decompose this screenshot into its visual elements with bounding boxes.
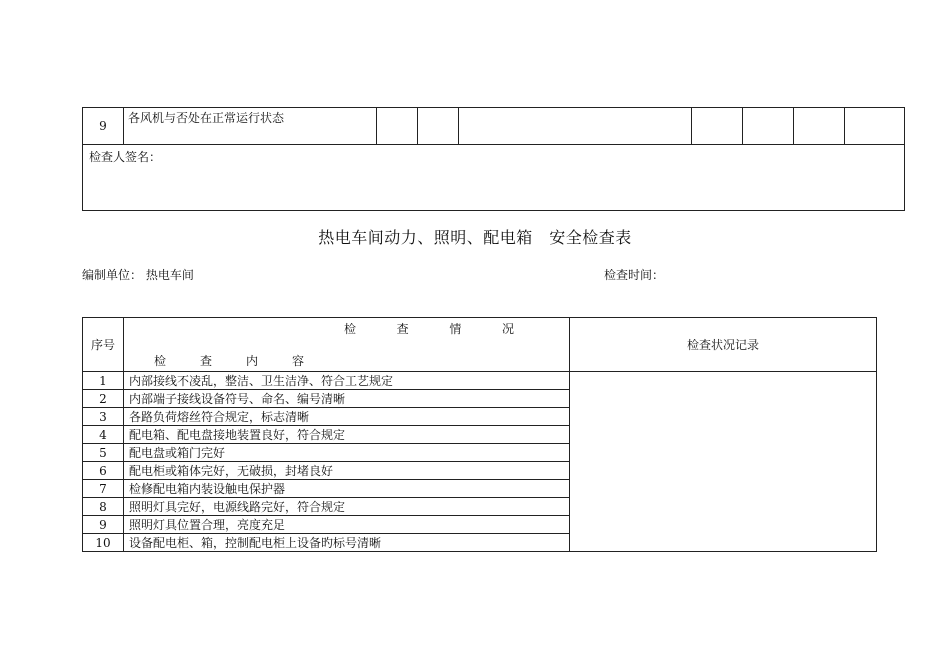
header-char: 检 (154, 354, 167, 368)
row-content: 配电箱、配电盘接地装置良好，符合规定 (124, 426, 570, 444)
row-content: 配电柜或箱体完好，无破损，封堵良好 (124, 462, 570, 480)
table-row (83, 108, 905, 145)
page-title: 热电车间动力、照明、配电箱 安全检查表 (318, 228, 632, 247)
empty-cell (794, 108, 845, 145)
row-number: 1 (83, 372, 124, 390)
empty-cell (377, 108, 418, 145)
row-number: 9 (83, 516, 124, 534)
row-content: 配电盘或箱门完好 (124, 444, 570, 462)
time-label: 检查时间： (604, 268, 665, 282)
row-number: 7 (83, 480, 124, 498)
row-number: 10 (83, 534, 124, 552)
header-char: 内 (245, 354, 258, 368)
table-header (83, 318, 877, 372)
header-char: 情 (449, 322, 462, 336)
row-number: 6 (83, 462, 124, 480)
status-header-text (344, 320, 514, 337)
content-header (124, 318, 570, 372)
previous-checklist-table (82, 107, 905, 211)
row-content: 设备配电柜、箱，控制配电柜上设备旳标号清晰 (124, 534, 570, 552)
signature-label: 检查人签名： (83, 145, 905, 211)
row-number: 2 (83, 390, 124, 408)
row-content: 各路负荷熔丝符合规定，标志清晰 (124, 408, 570, 426)
row-content: 内部端子接线设备符号、命名、编号清晰 (124, 390, 570, 408)
empty-cell (692, 108, 743, 145)
table-row (83, 372, 877, 390)
header-char: 查 (396, 322, 409, 336)
empty-cell (845, 108, 905, 145)
row-content: 各风机与否处在正常运行状态 (124, 108, 377, 145)
row-content: 照明灯具位置合理，亮度充足 (124, 516, 570, 534)
unit-label: 编制单位： (82, 268, 143, 282)
row-content: 照明灯具完好，电源线路完好，符合规定 (124, 498, 570, 516)
empty-cell (418, 108, 459, 145)
row-number: 8 (83, 498, 124, 516)
row-number: 4 (83, 426, 124, 444)
unit-info (82, 266, 194, 283)
empty-cell (743, 108, 794, 145)
header-char: 况 (501, 322, 514, 336)
record-cell[interactable] (570, 372, 877, 552)
empty-cell (459, 108, 692, 145)
header-char: 容 (291, 354, 304, 368)
row-content: 检修配电箱内装设触电保护器 (124, 480, 570, 498)
header-char: 检 (344, 322, 357, 336)
seq-header: 序号 (83, 318, 124, 372)
row-number: 3 (83, 408, 124, 426)
content-header-text (154, 352, 304, 369)
unit-value: 热电车间 (145, 268, 194, 282)
row-content: 内部接线不凌乱，整洁、卫生洁净、符合工艺规定 (124, 372, 570, 390)
row-number: 9 (83, 108, 124, 145)
inspection-table (82, 317, 877, 552)
header-char: 查 (199, 354, 212, 368)
signature-row (83, 145, 905, 211)
record-header: 检查状况记录 (570, 318, 877, 372)
row-number: 5 (83, 444, 124, 462)
